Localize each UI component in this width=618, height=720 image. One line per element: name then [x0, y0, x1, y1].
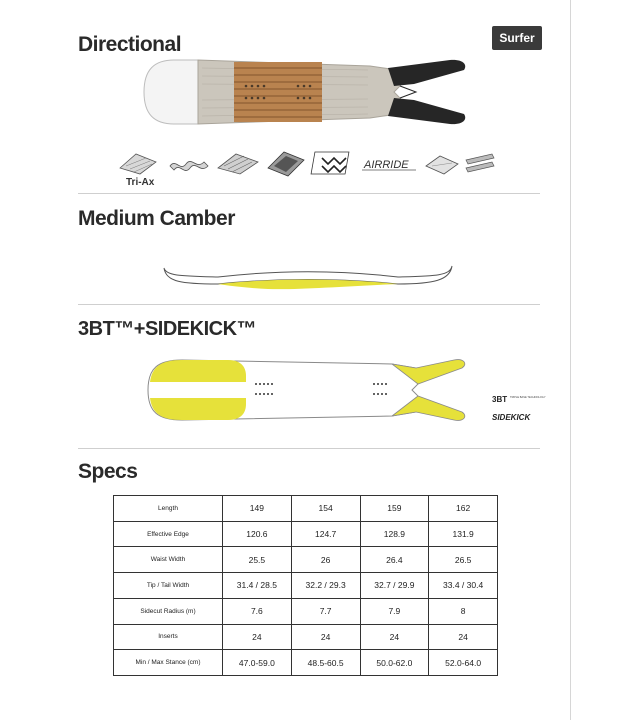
specs-cell: 24 — [429, 624, 498, 650]
section-divider-1 — [78, 193, 540, 194]
swallowtail-notch — [400, 86, 416, 98]
triax-label: Tri-Ax — [126, 177, 155, 188]
specs-heading: Specs — [78, 460, 138, 483]
specs-cell: 26 — [291, 547, 360, 573]
specs-row-label: Sidecut Radius (m) — [114, 598, 223, 624]
airride-icon — [362, 159, 416, 171]
specs-cell: 52.0-64.0 — [429, 650, 498, 676]
specs-cell: 131.9 — [429, 521, 498, 547]
base-technology-figure — [142, 352, 482, 428]
specs-cell: 24 — [223, 624, 292, 650]
zigzag-core-icon — [311, 152, 349, 174]
technology-icons-row — [116, 146, 496, 178]
specs-cell: 31.4 / 28.5 — [223, 573, 292, 599]
specs-row — [114, 496, 498, 522]
specs-table — [113, 495, 498, 676]
triax-icon — [120, 154, 156, 174]
nose-kick-lower — [150, 398, 246, 420]
specs-cell: 149 — [223, 496, 292, 522]
specs-cell: 50.0-62.0 — [360, 650, 429, 676]
svg-text:AIRRIDE: AIRRIDE — [364, 159, 409, 171]
specs-cell: 162 — [429, 496, 498, 522]
specs-cell: 159 — [360, 496, 429, 522]
specs-cell: 120.6 — [223, 521, 292, 547]
specs-cell: 7.9 — [360, 598, 429, 624]
specs-row — [114, 521, 498, 547]
specs-cell: 8 — [429, 598, 498, 624]
specs-cell: 26.4 — [360, 547, 429, 573]
specs-row — [114, 547, 498, 573]
specs-cell: 7.6 — [223, 598, 292, 624]
threebt-subtitle: TRIPLE BASE TECHNOLOGY — [510, 396, 546, 399]
edge-profile-icon — [466, 154, 494, 172]
specs-cell: 32.7 / 29.9 — [360, 573, 429, 599]
tail-tip-upper — [388, 60, 465, 86]
board-construction-figure — [138, 56, 478, 128]
board-nose — [144, 60, 198, 124]
sintered-base-icon — [426, 156, 458, 174]
specs-row-label: Inserts — [114, 624, 223, 650]
sidekick-logos — [490, 392, 560, 428]
specs-cell: 47.0-59.0 — [223, 650, 292, 676]
sidekick-heading: 3BT™+SIDEKICK™ — [78, 318, 257, 340]
tail-tip-lower — [388, 98, 465, 124]
specs-row — [114, 598, 498, 624]
specs-cell: 128.9 — [360, 521, 429, 547]
specs-cell: 7.7 — [291, 598, 360, 624]
specs-cell: 33.4 / 30.4 — [429, 573, 498, 599]
sidekick-logo: SIDEKICK — [492, 413, 531, 422]
specs-row-label: Tip / Tail Width — [114, 573, 223, 599]
specs-row — [114, 624, 498, 650]
specs-cell: 48.5-60.5 — [291, 650, 360, 676]
specs-row-label: Min / Max Stance (cm) — [114, 650, 223, 676]
specs-table-body — [114, 496, 498, 676]
nose-kick-upper — [150, 360, 246, 382]
medium-camber-heading: Medium Camber — [78, 207, 235, 230]
wood-core — [234, 62, 322, 122]
specs-cell: 124.7 — [291, 521, 360, 547]
wave-core-icon — [170, 161, 208, 170]
right-border-line — [570, 0, 571, 720]
specs-cell: 154 — [291, 496, 360, 522]
section-divider-2 — [78, 304, 540, 305]
section-divider-3 — [78, 448, 540, 449]
directional-heading: Directional — [78, 33, 182, 56]
specs-row — [114, 650, 498, 676]
camber-profile-figure — [158, 256, 458, 292]
specs-cell: 26.5 — [429, 547, 498, 573]
specs-row-label: Effective Edge — [114, 521, 223, 547]
rail-channel-icon — [268, 152, 304, 176]
specs-row — [114, 573, 498, 599]
specs-cell: 24 — [291, 624, 360, 650]
specs-cell: 32.2 / 29.3 — [291, 573, 360, 599]
specs-cell: 25.5 — [223, 547, 292, 573]
surfer-badge: Surfer — [492, 26, 542, 50]
specs-row-label: Waist Width — [114, 547, 223, 573]
layered-core-icon — [218, 154, 258, 174]
specs-cell: 24 — [360, 624, 429, 650]
threebt-logo: 3BT — [492, 395, 508, 404]
specs-row-label: Length — [114, 496, 223, 522]
